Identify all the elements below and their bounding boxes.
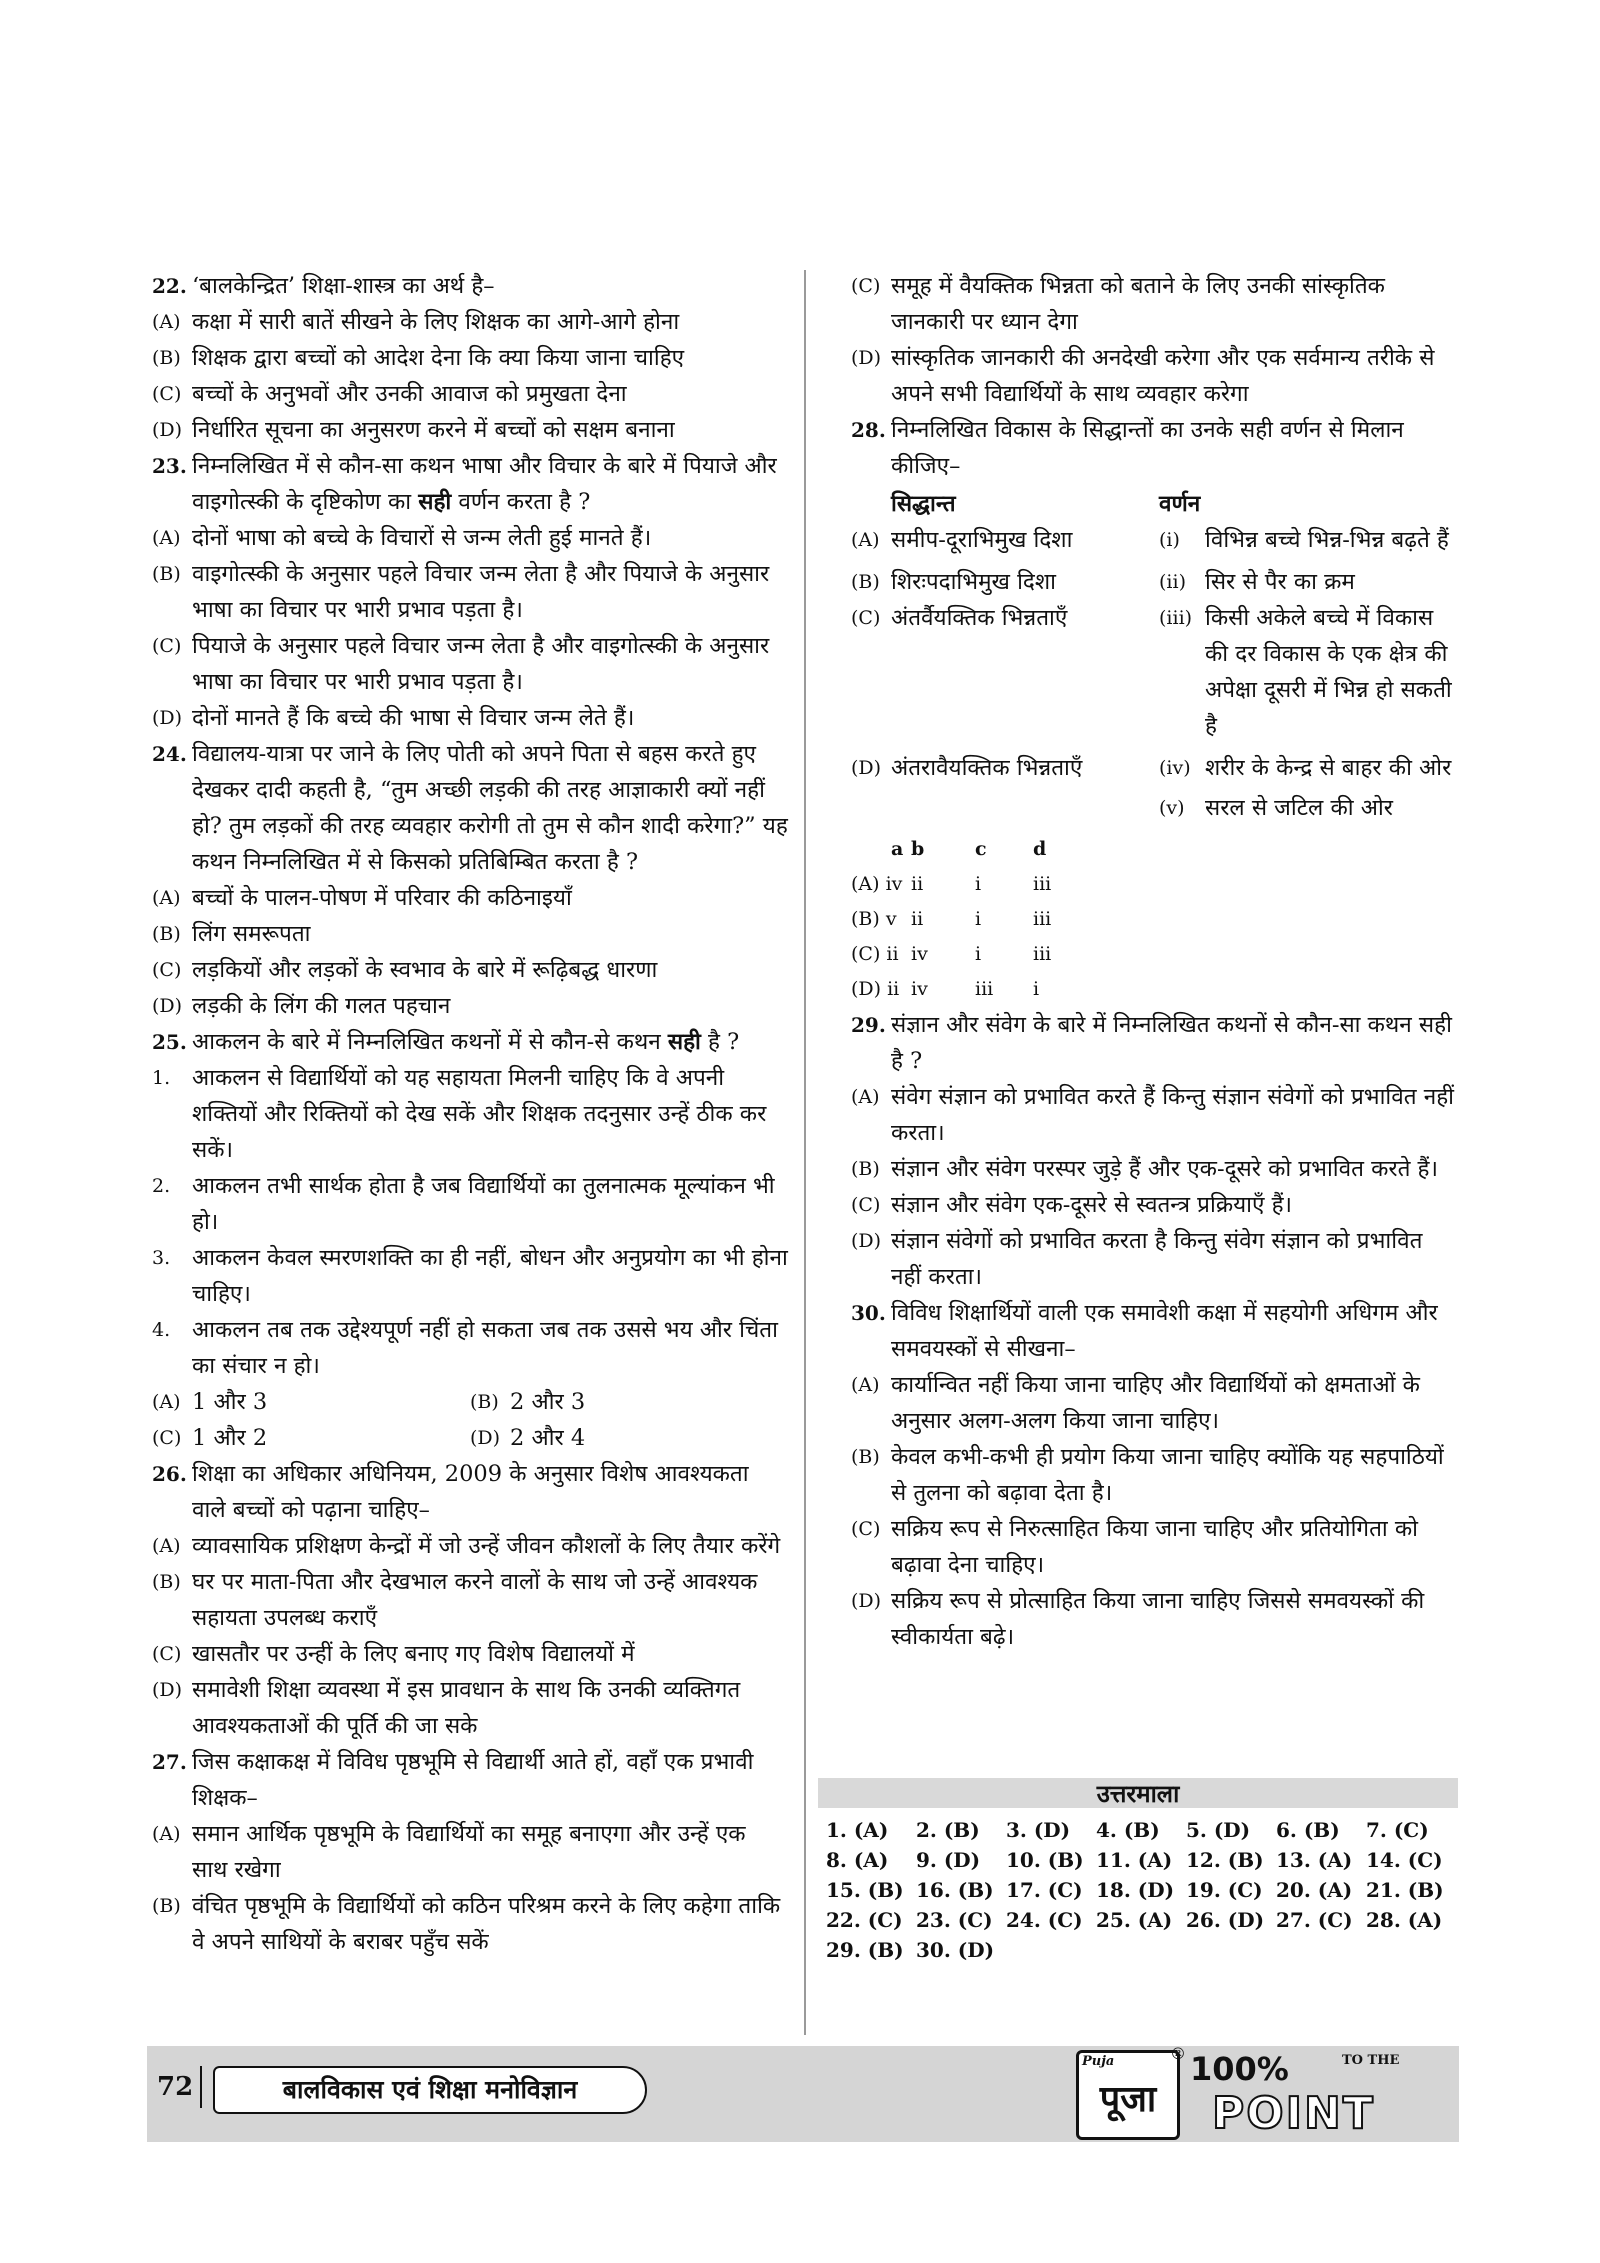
option: (A) संवेग संज्ञान को प्रभावित करते हैं किन्तु संज्ञान संवेगों को प्रभावित नहीं करता। [851,1084,1454,1146]
statement: 3. आकलन केवल स्मरणशक्ति का ही नहीं, बोधन और अनुप्रयोग का भी होना चाहिए। [152,1245,788,1307]
answer-row: 8. (A) 9. (D) 10. (B) 11. (A) 12. (B) 13. (A) 14. (C) [826,1848,1443,1872]
option: (D) सांस्कृतिक जानकारी की अनदेखी करेगा और एक सर्वमान्य तरीके से अपने सभी विद्यार्थियों के साथ व्यवहार करेगा [851,345,1435,407]
option: (A) कक्षा में सारी बातें सीखने के लिए शिक्षक का आगे-आगे होना [152,309,680,335]
option: (D) संज्ञान संवेगों को प्रभावित करता है किन्तु संवेग संज्ञान को प्रभावित नहीं करता। [851,1228,1423,1290]
option: (A) कार्यान्वित नहीं किया जाना चाहिए और विद्यार्थियों को क्षमताओं के अनुसार अलग-अलग किया जाना चाहिए। [851,1372,1420,1434]
option: (B) वाइगोत्स्की के अनुसार पहले विचार जन्म लेता है और पियाजे के अनुसार भाषा का विचार पर भारी प्रभाव पड़ता है। [152,561,770,623]
option: (C) लड़कियों और लड़कों के स्वभाव के बारे में रूढ़िबद्ध धारणा [152,957,658,983]
option: (C) 1 और 2 [152,1425,268,1451]
option: (C) पियाजे के अनुसार पहले विचार जन्म लेता है और वाइगोत्स्की के अनुसार भाषा का विचार पर भारी प्रभाव पड़ता है। [152,633,770,695]
option: (C) संज्ञान और संवेग एक-दूसरे से स्वतन्त्र प्रक्रियाएँ हैं। [851,1192,1293,1218]
option: (C) सक्रिय रूप से निरुत्साहित किया जाना चाहिए और प्रतियोगिता को बढ़ावा देना चाहिए। [851,1516,1419,1578]
publisher-logo: पूजा [1076,2050,1180,2140]
option: (B) संज्ञान और संवेग परस्पर जुड़े हैं और एक-दूसरे को प्रभावित करते हैं। [851,1156,1439,1182]
option: (A) 1 और 3 [152,1389,268,1415]
match-row: (B) शिरःपदाभिमुख दिशा (ii) सिर से पैर का क्रम [851,569,1355,595]
code-row: (B) v ii i iii [851,908,1052,930]
option: (B) केवल कभी-कभी ही प्रयोग किया जाना चाहिए क्योंकि यह सहपाठियों से तुलना को बढ़ावा देता है। [851,1444,1444,1506]
option: (B) लिंग समरूपता [152,921,311,947]
option: (C) खासतौर पर उन्हीं के लिए बनाए गए विशेष विद्यालयों में [152,1641,635,1667]
question-number: 26. [152,1462,187,1486]
question-24 [152,736,788,880]
question-number: 22. [152,274,187,298]
code-table [851,832,1455,1007]
question-text: विद्यालय-यात्रा पर जाने के लिए पोती को अपने पिता से बहस करते हुए देखकर दादी कहती है, “तुम अच्छी लड़की की तरह आज्ञाकारी क्यों नहीं हो? तुम लड़कों की तरह व्यवहार करोगी तो तुम से कौन शादी करेगा?” यह कथन निम्नलिखित में से किसको प्रतिबिम्बित करता है ? [192,741,788,875]
code-row: (A) iv ii i iii [851,873,1052,895]
footer-divider [200,2066,202,2108]
code-header: a b c d [891,838,1047,860]
page-number: 72 [157,2072,194,2102]
question-number: 23. [152,454,187,478]
option: (B) घर पर माता-पिता और देखभाल करने वालों के साथ जो उन्हें आवश्यक सहायता उपलब्ध कराएँ [152,1569,758,1631]
question-22 [152,268,788,304]
question-text: शिक्षा का अधिकार अधिनियम, 2009 के अनुसार विशेष आवश्यकता वाले बच्चों को पढ़ाना चाहिए– [192,1461,749,1523]
logo-script-text: Puja [1082,2054,1115,2069]
option: (D) दोनों मानते हैं कि बच्चे की भाषा से विचार जन्म लेते हैं। [152,705,635,731]
left-column [152,268,788,1960]
tagline-logo: 100% TO THE POINT [1190,2050,1400,2139]
question-text: निम्नलिखित विकास के सिद्धान्तों का उनके सही वर्णन से मिलान कीजिए– [891,417,1404,479]
option: (A) व्यावसायिक प्रशिक्षण केन्द्रों में जो उन्हें जीवन कौशलों के लिए तैयार करेंगे [152,1533,781,1559]
statement: 1. आकलन से विद्यार्थियों को यह सहायता मिलनी चाहिए कि वे अपनी शक्तियों और रिक्तियों को देख सकें और शिक्षक तदनुसार उन्हें ठीक कर सकें। [152,1065,767,1163]
statement: 4. आकलन तब तक उद्देश्यपूर्ण नहीं हो सकता जब तक उससे भय और चिंता का संचार न हो। [152,1317,778,1379]
option: (D) समावेशी शिक्षा व्यवस्था में इस प्रावधान के साथ कि उनकी व्यक्तिगत आवश्यकताओं की पूर्ति की जा सके [152,1677,741,1739]
match-row: (v) सरल से जटिल की ओर [1159,795,1393,821]
option: (A) दोनों भाषा को बच्चे के विचारों से जन्म लेती हुई मानते हैं। [152,525,652,551]
question-number: 27. [152,1750,187,1774]
code-row: (C) ii iv i iii [851,943,1052,965]
answer-row: 15. (B) 16. (B) 17. (C) 18. (D) 19. (C) 20. (A) 21. (B) [826,1878,1444,1902]
question-text: ‘बालकेन्द्रित’ शिक्षा-शास्त्र का अर्थ है– [192,273,495,299]
option: (B) वंचित पृष्ठभूमि के विद्यार्थियों को कठिन परिश्रम करने के लिए कहेगा ताकि वे अपने साथियों के बराबर पहुँच सकें [152,1893,781,1955]
question-30 [851,1295,1455,1367]
answer-key-title: उत्तरमाला [1096,1779,1180,1808]
option: (D) 2 और 4 [470,1425,586,1451]
option: (A) बच्चों के पालन-पोषण में परिवार की कठिनाइयाँ [152,885,572,911]
question-text: संज्ञान और संवेग के बारे में निम्नलिखित कथनों से कौन-सा कथन सही है ? [891,1012,1452,1074]
option: (A) समान आर्थिक पृष्ठभूमि के विद्यार्थियों का समूह बनाएगा और उन्हें एक साथ रखेगा [152,1821,746,1883]
match-row: (D) अंतरावैयक्तिक भिन्नताएँ (iv) शरीर के केन्द्र से बाहर की ओर [851,755,1452,781]
question-23: 23. निम्नलिखित में से कौन-सा कथन भाषा और विचार के बारे में पियाजे और वाइगोत्स्की के दृष्टिकोण का सही वर्णन करता है ? [152,448,788,520]
option: (B) 2 और 3 [470,1389,586,1415]
answer-key [826,1815,1456,1965]
option: (D) निर्धारित सूचना का अनुसरण करने में बच्चों को सक्षम बनाना [152,417,675,443]
subject-title: बालविकास एवं शिक्षा मनोविज्ञान [213,2066,647,2114]
question-25: 25. आकलन के बारे में निम्नलिखित कथनों में से कौन-से कथन सही है ? [152,1024,788,1060]
match-row: (A) समीप-दूराभिमुख दिशा (i) विभिन्न बच्चे भिन्न-भिन्न बढ़ते हैं [851,527,1449,553]
question-text: विविध शिक्षार्थियों वाली एक समावेशी कक्षा में सहयोगी अधिगम और समवयस्कों से सीखना– [891,1300,1438,1362]
option: (C) समूह में वैयक्तिक भिन्नता को बताने के लिए उनकी सांस्कृतिक जानकारी पर ध्यान देगा [851,273,1385,335]
question-number: 24. [152,742,187,766]
question-text: जिस कक्षाकक्ष में विविध पृष्ठभूमि से विद्यार्थी आते हों, वहाँ एक प्रभावी शिक्षक– [192,1749,754,1811]
option: (D) सक्रिय रूप से प्रोत्साहित किया जाना चाहिए जिससे समवयस्कों की स्वीकार्यता बढ़े। [851,1588,1425,1650]
statement: 2. आकलन तभी सार्थक होता है जब विद्यार्थियों का तुलनात्मक मूल्यांकन भी हो। [152,1173,775,1235]
code-row: (D) ii iv iii i [851,978,1040,1000]
question-28 [851,412,1455,484]
match-table-header: सिद्धान्त वर्णन [891,491,1201,517]
question-26 [152,1456,788,1528]
question-27 [152,1744,788,1816]
answer-row: 29. (B) 30. (D) [826,1938,995,1962]
option: (C) बच्चों के अनुभवों और उनकी आवाज को प्रमुखता देना [152,381,627,407]
answer-row: 22. (C) 23. (C) 24. (C) 25. (A) 26. (D) 27. (C) 28. (A) [826,1908,1443,1932]
question-29 [851,1007,1455,1079]
match-row: (C) अंतर्वैयक्तिक भिन्नताएँ (iii) किसी अकेले बच्चे में विकास की दर विकास के एक क्षेत्र की अपेक्षा दूसरी में भिन्न हो सकती है [851,605,1452,739]
option: (B) शिक्षक द्वारा बच्चों को आदेश देना कि क्या किया जाना चाहिए [152,345,685,371]
answer-row: 1. (A) 2. (B) 3. (D) 4. (B) 5. (D) 6. (B) 7. (C) [826,1818,1429,1842]
question-number: 30. [851,1301,886,1325]
column-divider [804,270,806,2035]
option-grid [152,1384,788,1456]
question-number: 28. [851,418,886,442]
option: (D) लड़की के लिंग की गलत पहचान [152,993,451,1019]
registered-mark: ® [1170,2044,1186,2063]
question-number: 25. [152,1030,187,1054]
question-number: 29. [851,1013,886,1037]
right-column [851,268,1455,1655]
